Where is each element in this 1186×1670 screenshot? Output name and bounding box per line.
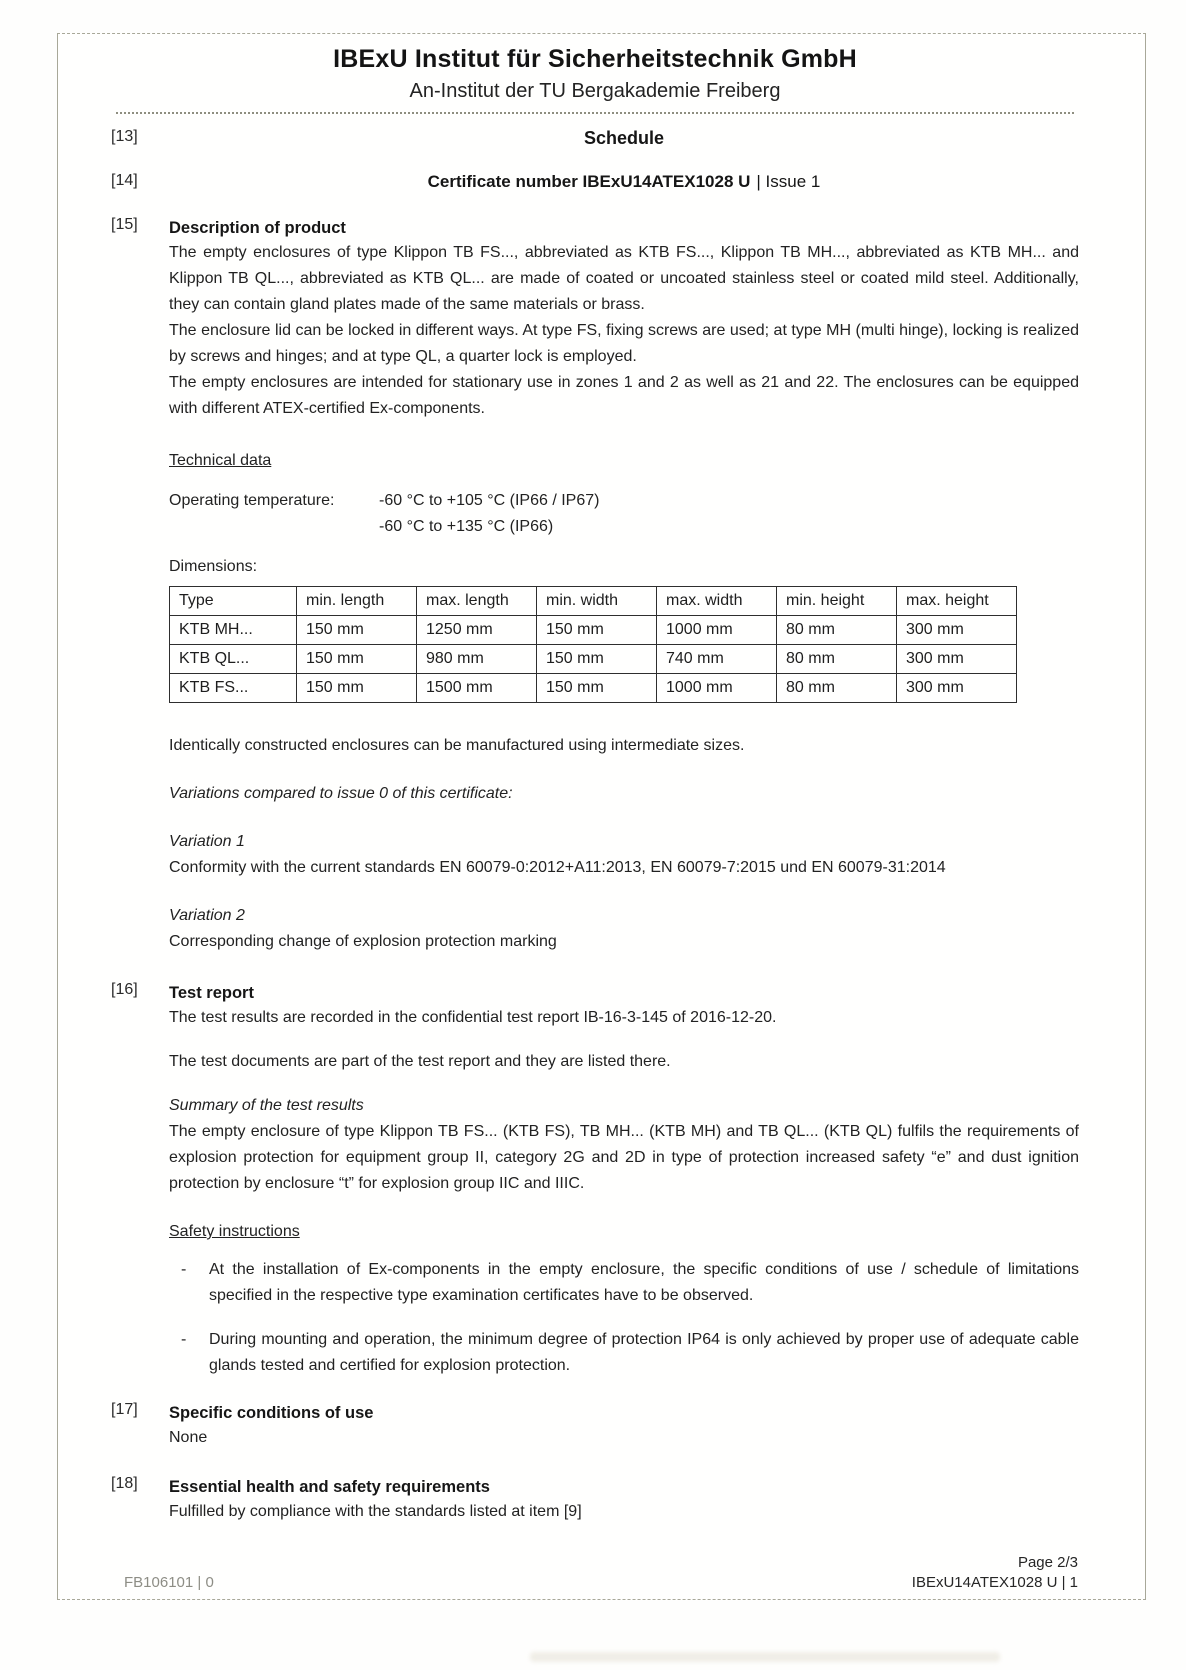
section-15 [111, 216, 1079, 955]
summary-text: The empty enclosure of type Klippon TB FS... (KTB FS), TB MH... (KTB MH) and TB QL... (KTB QL) fulfils the requirements of explosion protection for equipment group II, category 2G and 2D in type of protection increased safety “e” and dust ignition protection by enclosure “t” for explosion group IIC and IIIC. [169, 1123, 1079, 1192]
cell-max-length: 1500 mm [417, 674, 537, 703]
section-16-number: [16] [111, 981, 138, 998]
cell-type: KTB FS... [170, 674, 297, 703]
intermediate-sizes-note: Identically constructed enclosures can be manufactured using intermediate sizes. [169, 737, 745, 754]
safety-bullet-1 [181, 1257, 1079, 1309]
variation-1-text: Conformity with the current standards EN 60079-0:2012+A11:2013, EN 60079-7:2015 und EN 60079-31:2014 [169, 859, 946, 876]
column-header-max-width: max. width [657, 587, 777, 616]
cell-min-length: 150 mm [297, 616, 417, 645]
cell-min-width: 150 mm [537, 616, 657, 645]
section-13-number: [13] [111, 128, 138, 145]
cell-min-width: 150 mm [537, 674, 657, 703]
cell-type: KTB MH... [170, 616, 297, 645]
test-report-paragraph-2: The test documents are part of the test report and they are listed there. [169, 1053, 671, 1070]
description-paragraph-2: The enclosure lid can be locked in different ways. At type FS, fixing screws are used; at type MH (multi hinge), locking is realized by screws and hinges; and at type QL, a quarter lock is employed. [169, 322, 1079, 365]
cell-max-height: 300 mm [897, 616, 1017, 645]
safety-bullet-1-text: At the installation of Ex-components in the empty enclosure, the specific conditions of use / schedule of limitations specified in the respective type examination certificates have to be observed. [209, 1261, 1079, 1304]
table-row [170, 645, 1017, 674]
variation-1-title: Variation 1 [169, 833, 245, 850]
page-footer [58, 1552, 1145, 1591]
section-16 [111, 981, 1079, 1379]
cell-max-length: 980 mm [417, 645, 537, 674]
cell-min-width: 150 mm [537, 645, 657, 674]
cell-max-height: 300 mm [897, 674, 1017, 703]
column-header-max-length: max. length [417, 587, 537, 616]
bullet-dash: - [181, 1261, 187, 1278]
test-report-heading: Test report [169, 984, 254, 1002]
schedule-title: Schedule [583, 128, 665, 148]
section-17 [111, 1401, 1079, 1451]
variation-2-text: Corresponding change of explosion protection marking [169, 933, 557, 950]
page-frame [57, 33, 1146, 1600]
section-18-number: [18] [111, 1475, 138, 1492]
column-header-type: Type [170, 587, 297, 616]
footer-certificate-number: IBExU14ATEX1028 U | 1 [911, 1574, 1078, 1591]
header-divider [116, 112, 1074, 114]
variation-2-title: Variation 2 [169, 907, 245, 924]
test-report-paragraph-1: The test results are recorded in the confidential test report IB-16-3-145 of 2016-12-20. [169, 1009, 777, 1026]
operating-temperature [169, 488, 1079, 540]
cell-max-width: 1000 mm [657, 674, 777, 703]
cell-max-width: 740 mm [657, 645, 777, 674]
bullet-dash: - [181, 1331, 187, 1348]
section-18 [111, 1475, 1079, 1525]
safety-bullet-2-text: During mounting and operation, the minimum degree of protection IP64 is only achieved by proper use of adequate cable glands tested and certified for explosion protection. [209, 1331, 1079, 1374]
cell-max-width: 1000 mm [657, 616, 777, 645]
column-header-min-height: min. height [777, 587, 897, 616]
cell-max-height: 300 mm [897, 645, 1017, 674]
cell-min-length: 150 mm [297, 645, 417, 674]
document-header [111, 40, 1079, 105]
operating-temperature-value-2: -60 °C to +135 °C (IP66) [379, 518, 554, 535]
section-17-number: [17] [111, 1401, 138, 1418]
section-15-number: [15] [111, 216, 138, 233]
cell-min-length: 150 mm [297, 674, 417, 703]
cell-max-length: 1250 mm [417, 616, 537, 645]
section-14-number: [14] [111, 172, 138, 189]
dimensions-label: Dimensions: [169, 558, 258, 575]
description-heading: Description of product [169, 219, 346, 237]
header-subtitle: An-Institut der TU Bergakademie Freiberg [409, 80, 781, 102]
column-header-max-height: max. height [897, 587, 1017, 616]
safety-instructions-heading: Safety instructions [169, 1223, 300, 1240]
section-14 [111, 172, 1079, 192]
health-safety-heading: Essential health and safety requirements [169, 1478, 490, 1496]
dimensions-table [169, 586, 1017, 703]
header-title: IBExU Institut für Sicherheitstechnik GmbH [333, 45, 857, 73]
cell-min-height: 80 mm [777, 674, 897, 703]
technical-data-heading: Technical data [169, 452, 272, 469]
specific-conditions-text: None [169, 1429, 208, 1446]
operating-temperature-label: Operating temperature: [169, 492, 335, 509]
operating-temperature-value-1: -60 °C to +105 °C (IP66 / IP67) [379, 492, 600, 509]
cell-type: KTB QL... [170, 645, 297, 674]
cell-min-height: 80 mm [777, 645, 897, 674]
footer-form-number: FB106101 | 0 [124, 1574, 214, 1591]
table-row [170, 616, 1017, 645]
variations-intro: Variations compared to issue 0 of this certificate: [169, 785, 513, 802]
specific-conditions-heading: Specific conditions of use [169, 1404, 374, 1422]
footer-page-number: Page 2/3 [1017, 1554, 1078, 1571]
certificate-issue: | Issue 1 [756, 172, 821, 191]
column-header-min-length: min. length [297, 587, 417, 616]
description-paragraph-1: The empty enclosures of type Klippon TB FS..., abbreviated as KTB FS..., Klippon TB MH..., abbreviated as KTB MH... and Klippon TB QL..., abbreviated as KTB QL... are made of coated or uncoated stainless steel or coated mild steel. Additionally, they can contain gland plates made of the same materials or brass. [169, 244, 1079, 313]
description-paragraph-3: The empty enclosures are intended for stationary use in zones 1 and 2 as well as 21 and 22. The enclosures can be equipped with different ATEX-certified Ex-components. [169, 374, 1079, 417]
section-13 [111, 128, 1079, 149]
dimensions-table-header-row [170, 587, 1017, 616]
summary-heading: Summary of the test results [169, 1097, 364, 1114]
certificate-number: Certificate number IBExU14ATEX1028 U [427, 172, 751, 191]
scan-artifact [530, 1652, 1000, 1662]
health-safety-text: Fulfilled by compliance with the standards listed at item [9] [169, 1503, 582, 1520]
table-row [170, 674, 1017, 703]
safety-bullet-2 [181, 1327, 1079, 1379]
column-header-min-width: min. width [537, 587, 657, 616]
cell-min-height: 80 mm [777, 616, 897, 645]
